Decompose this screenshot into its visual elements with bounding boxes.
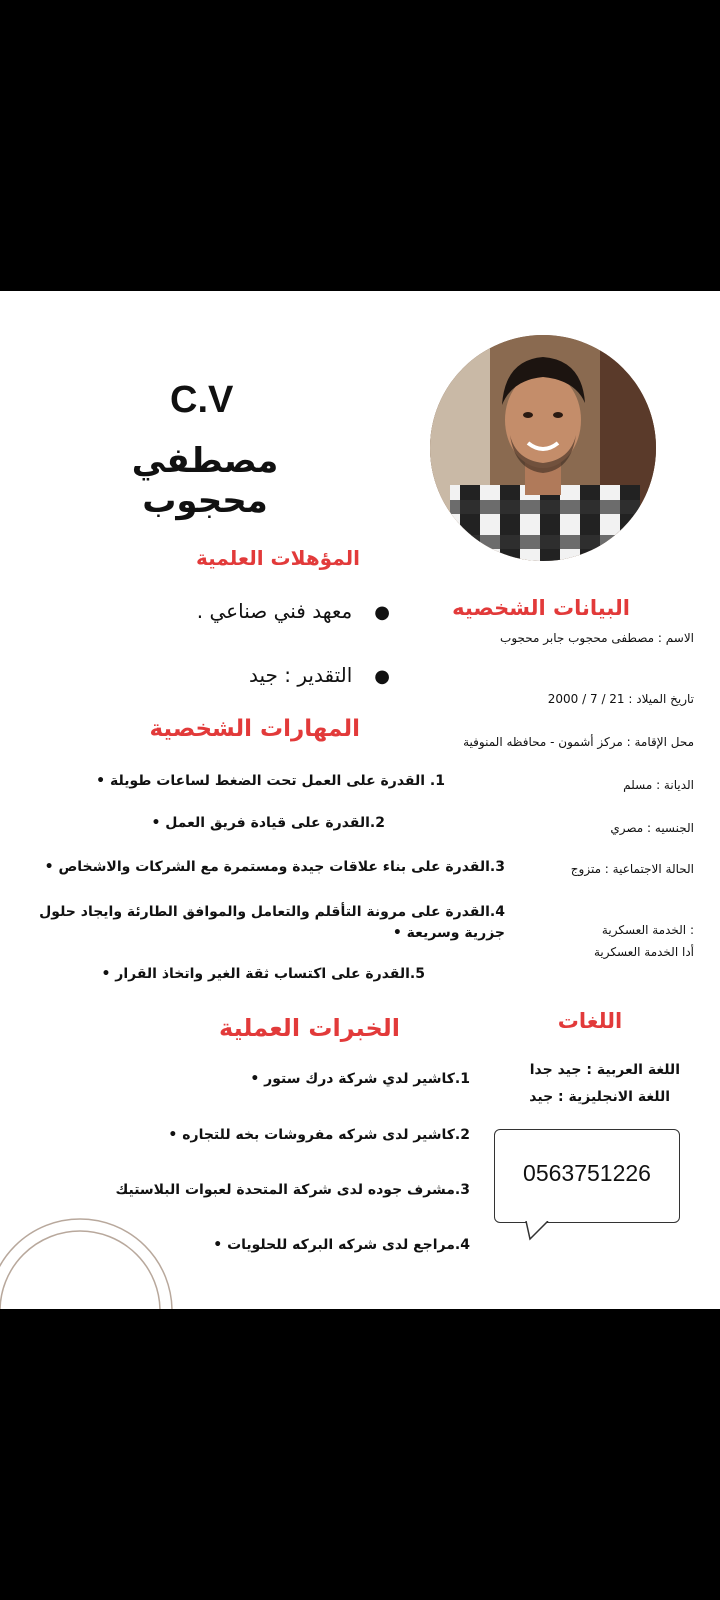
skill-item: 3.القدرة على بناء علاقات جيدة ومستمرة مع الشركات والاشخاص • bbox=[44, 859, 505, 875]
experience-item: 4.مراجع لدى شركه البركه للحلويات • bbox=[213, 1237, 470, 1253]
experience-item: 2.كاشير لدى شركه مفروشات بخه للتجاره • bbox=[168, 1127, 470, 1143]
skill-item: 1. القدرة على العمل تحت الضغط لساعات طويلة • bbox=[96, 773, 445, 789]
skill-item: 4.القدرة على مرونة التأقلم والتعامل والموافق الطارئة وايجاد حلول جزرية وسريعة • bbox=[39, 904, 505, 941]
qualification-text: معهد فني صناعي . bbox=[196, 599, 353, 623]
experience-heading: الخبرات العملية bbox=[219, 1014, 400, 1042]
experience-item: 1.كاشير لدي شركة درك ستور • bbox=[250, 1071, 470, 1087]
personal-religion: الديانة : مسلم bbox=[623, 778, 694, 792]
decorative-circles bbox=[0, 1211, 180, 1309]
profile-photo bbox=[430, 335, 656, 561]
language-english: اللغة الانجليزية : جيد bbox=[529, 1089, 670, 1105]
personal-military-label: : الخدمة العسكرية bbox=[601, 923, 694, 937]
qualification-item bbox=[150, 663, 390, 687]
bullet-icon: ● bbox=[374, 602, 390, 623]
full-name-title: مصطفي محجوب bbox=[131, 441, 279, 521]
phone-number[interactable]: 0563751226 bbox=[523, 1160, 651, 1186]
personal-residence: محل الإقامة : مركز أشمون - محافظه المنوفية bbox=[463, 735, 694, 749]
cv-page bbox=[0, 291, 720, 1309]
skill-item: 5.القدرة على اكتساب ثقة الغير واتخاذ القرار • bbox=[101, 966, 425, 982]
language-arabic: اللغة العربية : جيد جدا bbox=[529, 1062, 680, 1078]
skill-item: 2.القدرة على قيادة فريق العمل • bbox=[151, 815, 385, 831]
bullet-icon: ● bbox=[374, 666, 390, 687]
languages-heading: اللغات bbox=[557, 1009, 623, 1033]
personal-military-value: أدا الخدمة العسكرية bbox=[593, 945, 694, 959]
qualifications-heading: المؤهلات العلمية bbox=[196, 546, 360, 570]
experience-item: 3.مشرف جوده لدى شركة المتحدة لعبوات البلاستيك bbox=[115, 1182, 470, 1198]
speech-bubble-tail-icon bbox=[524, 1221, 554, 1241]
personal-nationality: الجنسيه : مصري bbox=[610, 821, 694, 835]
personal-data-heading: البيانات الشخصيه bbox=[452, 596, 630, 620]
phone-bubble bbox=[494, 1129, 680, 1223]
qualification-text: التقدير : جيد bbox=[249, 663, 353, 687]
qualification-item bbox=[120, 599, 390, 623]
personal-name: الاسم : مصطفى محجوب جابر محجوب bbox=[500, 631, 694, 645]
cv-label: C.V bbox=[170, 379, 234, 421]
personal-marital-status: الحالة الاجتماعية : متزوج bbox=[570, 862, 694, 876]
skills-heading: المهارات الشخصية bbox=[149, 716, 360, 742]
personal-birth-date: تاريخ الميلاد : 21 / 7 / 2000 bbox=[547, 692, 694, 706]
